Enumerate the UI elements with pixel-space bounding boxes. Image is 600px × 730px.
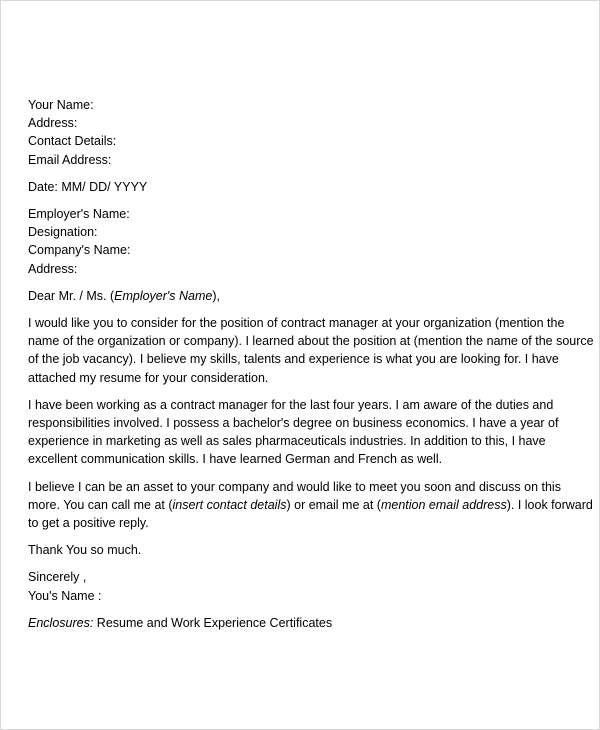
contact-text-2: ) or email me at (: [286, 497, 381, 512]
recipient-address-label: Address:: [28, 261, 78, 276]
paragraph-line: [28, 496, 593, 514]
salutation-prefix: Dear Mr. / Ms. (: [28, 288, 115, 303]
signature-block: [28, 568, 558, 604]
sender-name-label: Your Name:: [28, 98, 94, 112]
enclosures-text: Resume and Work Experience Certificates: [93, 615, 333, 630]
paragraph-line: of the job vacancy). I believe my skills, talents and experience is what you are looking for. I have: [28, 352, 559, 367]
cover-letter: [28, 96, 594, 641]
paragraph-line: to get a positive reply.: [28, 516, 149, 531]
salutation-employer-name: Employer's Name: [114, 288, 213, 303]
thanks-line: Thank You so much.: [28, 543, 142, 558]
date-block: [28, 178, 558, 196]
paragraph-line: excellent communication skills. I have learned German and French as well.: [28, 452, 443, 467]
paragraph-line: attached my resume for your consideration.: [28, 370, 269, 385]
contact-text-1: more. You can call me at (: [28, 497, 173, 512]
sender-contact-label: Contact Details:: [28, 134, 117, 149]
paragraph-intro: [28, 314, 594, 387]
contact-placeholder: insert contact details: [172, 497, 287, 512]
sincerely-line: Sincerely ,: [28, 570, 87, 585]
thanks-block: [28, 541, 558, 559]
paragraph-line: responsibilities involved. I possess a bachelor's degree on business economics. I have a year of: [28, 416, 559, 431]
recipient-block: [28, 205, 558, 278]
sender-address-label: Address:: [28, 116, 78, 131]
contact-text-3: ). I look forward: [506, 497, 593, 512]
salutation: [28, 287, 558, 305]
paragraph-line: I would like you to consider for the position of contract manager at your organization (mention the: [28, 316, 565, 331]
paragraph-line: I have been working as a contract manager for the last four years. I am aware of the duties and: [28, 397, 554, 412]
sender-block: [28, 96, 558, 169]
paragraph-line: name of the organization or company). I learned about the position at (mention the name of the source: [28, 334, 594, 349]
enclosures-block: [28, 614, 558, 632]
email-placeholder: mention email address: [380, 497, 507, 512]
salutation-suffix: ),: [212, 288, 221, 303]
paragraph-line: I believe I can be an asset to your company and would like to meet you soon and discuss on this: [28, 479, 561, 494]
paragraph-closing: [28, 478, 593, 533]
recipient-employer-label: Employer's Name:: [28, 207, 130, 222]
date-line: Date: MM/ DD/ YYYY: [28, 179, 148, 194]
paragraph-line: experience in marketing as well as sales pharmaceuticals industries. In addition to this, I have: [28, 434, 546, 449]
signature-name-label: You's Name :: [28, 588, 102, 603]
paragraph-experience: [28, 396, 558, 469]
recipient-designation-label: Designation:: [28, 225, 98, 240]
enclosures-label: Enclosures:: [28, 615, 94, 630]
sender-email-label: Email Address:: [28, 152, 112, 167]
recipient-company-label: Company's Name:: [28, 243, 131, 258]
